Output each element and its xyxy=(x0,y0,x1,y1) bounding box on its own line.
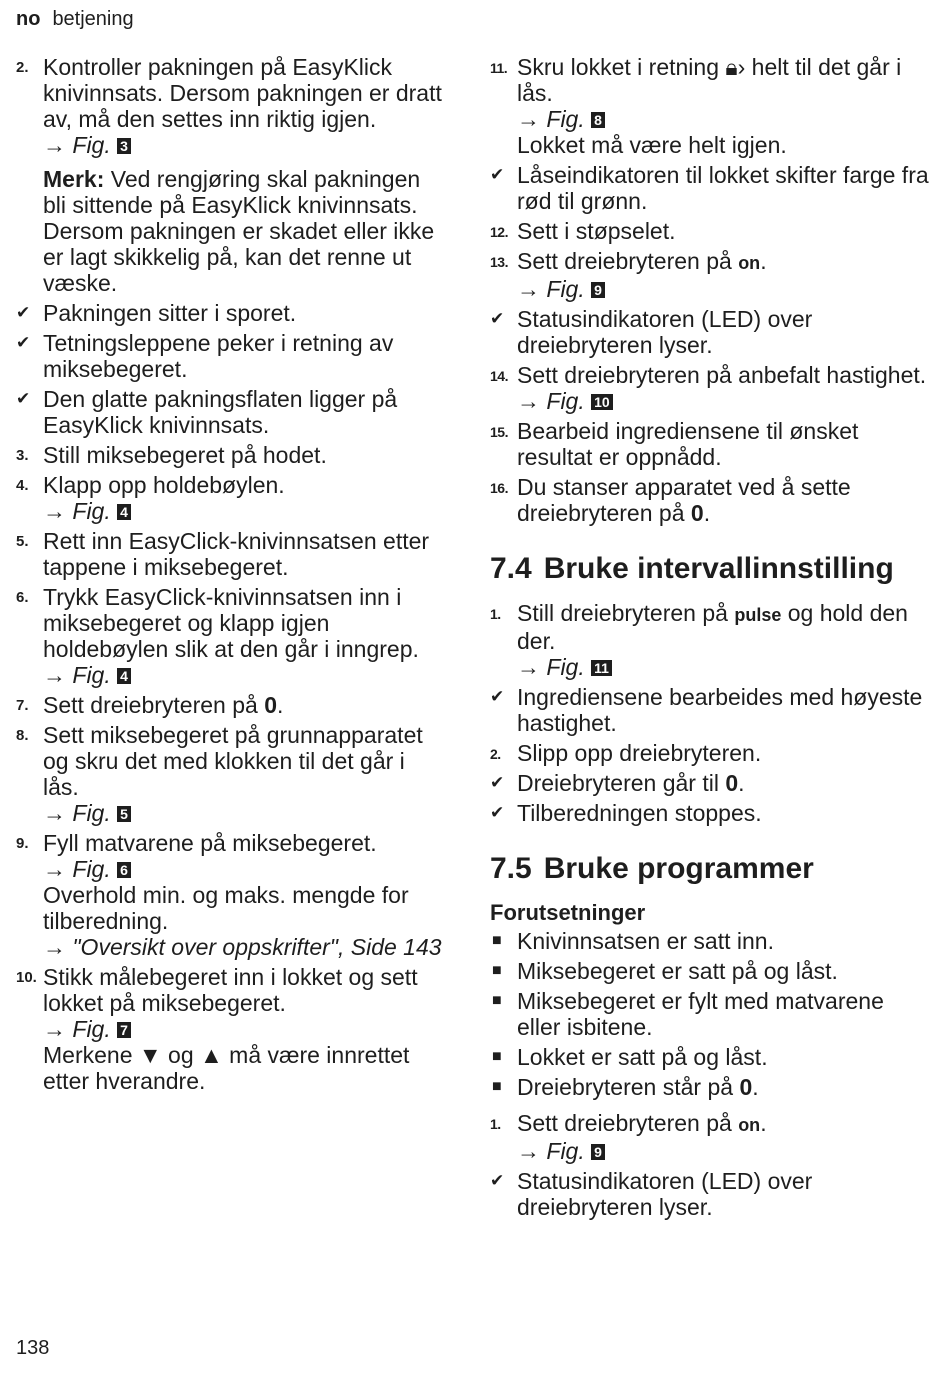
step-number: 14. xyxy=(490,368,508,384)
step-4 xyxy=(16,472,446,524)
result-text: Låseindikatoren til lokket skifter farge fra rød til grønn. xyxy=(517,162,929,214)
step-number: 13. xyxy=(490,254,508,270)
step-15 xyxy=(490,418,930,470)
step-text: Skru lokket i retning xyxy=(517,54,726,80)
step-2 xyxy=(16,54,446,158)
fig-label: Fig. xyxy=(546,276,585,302)
step-text: Bearbeid ingrediensene til ønsket resultat er oppnådd. xyxy=(517,418,859,470)
fig-label: Fig. xyxy=(72,662,111,688)
prerequisite-item xyxy=(490,1044,930,1070)
step-text: og hold den der. xyxy=(517,600,908,654)
result-text: Tetningsleppene peker i retning av miksebegeret. xyxy=(43,330,394,382)
bullet-square-icon: ■ xyxy=(492,1078,502,1095)
arrow-icon: → xyxy=(43,662,73,688)
figure-ref xyxy=(43,662,131,688)
check-icon: ✔ xyxy=(16,389,31,408)
check-icon: ✔ xyxy=(490,165,505,184)
reference-text: "Oversikt over oppskrifter", Side 143 xyxy=(72,934,442,960)
figure-number: 5 xyxy=(117,806,131,822)
check-icon: ✔ xyxy=(490,687,505,706)
step-text: Stikk målebegeret inn i lokket og sett lokket på miksebegeret. xyxy=(43,964,418,1016)
bullet-square-icon: ■ xyxy=(492,932,502,949)
step-text: Klapp opp holdebøylen. xyxy=(43,472,285,498)
step-9 xyxy=(16,830,446,960)
result-text: Den glatte pakningsflaten ligger på EasyKlick knivinnsats. xyxy=(43,386,398,438)
figure-ref xyxy=(517,106,605,132)
prerequisite-item xyxy=(490,1074,930,1100)
arrow-icon: → xyxy=(43,856,73,882)
figure-ref xyxy=(43,498,131,524)
punctuation: . xyxy=(760,1110,767,1136)
note-text: Ved rengjøring skal pakningen bli sittende på EasyKlick knivinnsats. Dersom pakningen er skadet eller ikke er lagt skikkelig på, kan det renne ut væske. xyxy=(43,166,435,296)
step-13 xyxy=(490,248,930,302)
arrow-icon: → xyxy=(517,388,547,414)
cross-reference[interactable] xyxy=(43,934,442,960)
fig-label: Fig. xyxy=(72,1016,111,1042)
figure-ref xyxy=(43,1016,131,1042)
fig-label: Fig. xyxy=(72,856,111,882)
figure-number: 9 xyxy=(591,282,605,298)
result-text: Tilberedningen stoppes. xyxy=(517,800,762,826)
section-heading-7-5 xyxy=(490,852,930,886)
step-text: Lokket må være helt igjen. xyxy=(517,132,787,158)
setting-value: 0 xyxy=(725,770,739,796)
step-10 xyxy=(16,964,446,1094)
step-number: 3. xyxy=(16,447,29,464)
step-text: Rett inn EasyClick-knivinnsatsen etter tappene i miksebegeret. xyxy=(43,528,430,580)
step-number: 11. xyxy=(490,60,508,76)
punctuation: . xyxy=(752,1074,759,1100)
step-number: 15. xyxy=(490,424,508,440)
step-number: 2. xyxy=(490,746,501,762)
check-icon: ✔ xyxy=(490,773,505,792)
figure-ref xyxy=(43,132,131,158)
step-7 xyxy=(16,692,446,718)
step-text: Overhold min. og maks. mengde for tilberedning. xyxy=(43,882,409,934)
section-number: 7.5 xyxy=(490,852,532,885)
right-column xyxy=(490,54,930,1224)
fig-label: Fig. xyxy=(546,654,585,680)
step-8 xyxy=(16,722,446,826)
step-number: 1. xyxy=(490,606,501,622)
result-item xyxy=(16,300,446,326)
check-icon: ✔ xyxy=(16,303,31,322)
punctuation: . xyxy=(703,500,711,526)
result-text: Statusindikatoren (LED) over dreiebryteren lyser. xyxy=(517,1168,813,1220)
section-name: betjening xyxy=(52,8,134,30)
setting-value: pulse xyxy=(734,605,782,625)
lock-arrow-icon: 🔒︎› xyxy=(725,54,746,80)
bullet-square-icon: ■ xyxy=(492,992,502,1009)
figure-number: 11 xyxy=(591,660,612,676)
figure-number: 3 xyxy=(117,138,131,154)
figure-number: 4 xyxy=(117,504,131,520)
check-icon: ✔ xyxy=(490,803,505,822)
step-text: Sett dreiebryteren på xyxy=(517,1110,739,1136)
prerequisites-heading: Forutsetninger xyxy=(490,900,646,925)
result-item xyxy=(490,770,930,796)
section-heading-7-4 xyxy=(490,552,930,586)
triangle-down-icon: ▼ xyxy=(138,1042,162,1068)
step-6 xyxy=(16,584,446,688)
step-number: 4. xyxy=(16,477,29,494)
setting-value: 0 xyxy=(739,1074,753,1100)
result-text: Pakningen sitter i sporet. xyxy=(43,300,297,326)
step-number: 12. xyxy=(490,224,508,240)
step-text: Still miksebegeret på hodet. xyxy=(43,442,327,468)
note xyxy=(16,166,446,296)
fig-label: Fig. xyxy=(546,106,585,132)
setting-value: on xyxy=(738,253,761,273)
prerequisite-item xyxy=(490,928,930,954)
arrow-icon: → xyxy=(517,654,547,680)
prerequisite-item xyxy=(490,958,930,984)
check-icon: ✔ xyxy=(490,1171,505,1190)
step-number: 1. xyxy=(490,1116,501,1132)
figure-ref xyxy=(517,388,613,414)
step-number: 6. xyxy=(16,589,29,606)
fig-label: Fig. xyxy=(72,800,111,826)
step-14 xyxy=(490,362,930,414)
result-item xyxy=(490,306,930,358)
result-item xyxy=(16,330,446,382)
step-12 xyxy=(490,218,930,244)
step-text: og xyxy=(161,1042,201,1068)
figure-ref xyxy=(43,800,131,826)
arrow-icon: → xyxy=(43,1016,73,1042)
step-5 xyxy=(16,528,446,580)
punctuation: . xyxy=(738,770,745,796)
step-text: Sett dreiebryteren på xyxy=(43,692,265,718)
step-number: 5. xyxy=(16,533,29,550)
step-text: må være innrettet etter hverandre. xyxy=(43,1042,410,1094)
step-1 xyxy=(490,1110,930,1164)
figure-number: 7 xyxy=(117,1022,131,1038)
figure-ref xyxy=(517,654,612,680)
step-text: Sett i støpselet. xyxy=(517,218,676,244)
prerequisite-text: Lokket er satt på og låst. xyxy=(517,1044,768,1070)
section-title: Bruke programmer xyxy=(543,852,814,885)
result-text: Ingrediensene bearbeides med høyeste hastighet. xyxy=(517,684,923,736)
result-text: Dreiebryteren går til xyxy=(517,770,726,796)
arrow-icon: → xyxy=(43,934,73,960)
step-number: 8. xyxy=(16,727,29,744)
fig-label: Fig. xyxy=(546,388,585,414)
punctuation: . xyxy=(760,248,767,274)
step-number: 9. xyxy=(16,835,29,852)
page-number: 138 xyxy=(16,1337,50,1359)
page-header xyxy=(16,8,134,31)
figure-number: 6 xyxy=(117,862,131,878)
step-text: helt til det går i lås. xyxy=(517,54,902,106)
result-item xyxy=(490,162,930,214)
arrow-icon: → xyxy=(43,800,73,826)
bullet-square-icon: ■ xyxy=(492,962,502,979)
step-text: Sett dreiebryteren på anbefalt hastighet. xyxy=(517,362,927,388)
step-16 xyxy=(490,474,930,526)
step-text: Trykk EasyClick-knivinnsatsen inn i miksebegeret og klapp igjen holdebøylen slik at den går i inngrep. xyxy=(43,584,419,662)
note-label: Merk: xyxy=(43,166,105,192)
step-11 xyxy=(490,54,930,158)
step-text: Du stanser apparatet ved å sette dreiebryteren på xyxy=(517,474,851,526)
punctuation: . xyxy=(276,692,284,718)
fig-label: Fig. xyxy=(72,498,111,524)
figure-number: 9 xyxy=(591,1144,605,1160)
step-number: 16. xyxy=(490,480,508,496)
step-text: Sett dreiebryteren på xyxy=(517,248,739,274)
step-number: 10. xyxy=(16,969,37,986)
check-icon: ✔ xyxy=(16,333,31,352)
step-text: Kontroller pakningen på EasyKlick knivinnsats. Dersom pakningen er dratt av, må den settes inn riktig igjen. xyxy=(43,54,442,132)
bullet-square-icon: ■ xyxy=(492,1048,502,1065)
result-item xyxy=(490,1168,930,1220)
step-text: Still dreiebryteren på xyxy=(517,600,735,626)
fig-label: Fig. xyxy=(72,132,111,158)
arrow-icon: → xyxy=(517,276,547,302)
prerequisite-text: Miksebegeret er fylt med matvarene eller isbitene. xyxy=(517,988,884,1040)
prerequisite-text: Knivinnsatsen er satt inn. xyxy=(517,928,774,954)
arrow-icon: → xyxy=(43,132,73,158)
language-code: no xyxy=(16,8,41,30)
result-text: Statusindikatoren (LED) over dreiebryteren lyser. xyxy=(517,306,813,358)
section-number: 7.4 xyxy=(490,552,532,585)
prerequisite-text: Dreiebryteren står på xyxy=(517,1074,740,1100)
step-3 xyxy=(16,442,446,468)
step-2 xyxy=(490,740,930,766)
arrow-icon: → xyxy=(517,1138,547,1164)
step-number: 7. xyxy=(16,697,29,714)
figure-number: 4 xyxy=(117,668,131,684)
step-text: Sett miksebegeret på grunnapparatet og skru det med klokken til det går i lås. xyxy=(43,722,423,800)
setting-value: 0 xyxy=(264,692,277,718)
check-icon: ✔ xyxy=(490,309,505,328)
section-title: Bruke intervallinnstilling xyxy=(543,552,894,585)
setting-value: 0 xyxy=(690,500,704,526)
prerequisite-text: Miksebegeret er satt på og låst. xyxy=(517,958,838,984)
result-item xyxy=(490,684,930,736)
left-column xyxy=(16,54,446,1098)
step-number: 2. xyxy=(16,59,29,76)
figure-ref xyxy=(43,856,131,882)
step-text: Slipp opp dreiebryteren. xyxy=(517,740,762,766)
result-item xyxy=(16,386,446,438)
fig-label: Fig. xyxy=(546,1138,585,1164)
figure-number: 8 xyxy=(591,112,605,128)
figure-number: 10 xyxy=(591,394,613,410)
step-1 xyxy=(490,600,930,680)
setting-value: on xyxy=(738,1115,761,1135)
result-item xyxy=(490,800,930,826)
triangle-up-icon: ▲ xyxy=(200,1042,223,1068)
prerequisite-item xyxy=(490,988,930,1040)
figure-ref xyxy=(517,276,605,302)
arrow-icon: → xyxy=(517,106,547,132)
step-text: Merkene xyxy=(43,1042,139,1068)
figure-ref xyxy=(517,1138,605,1164)
step-text: Fyll matvarene på miksebegeret. xyxy=(43,830,377,856)
arrow-icon: → xyxy=(43,498,73,524)
